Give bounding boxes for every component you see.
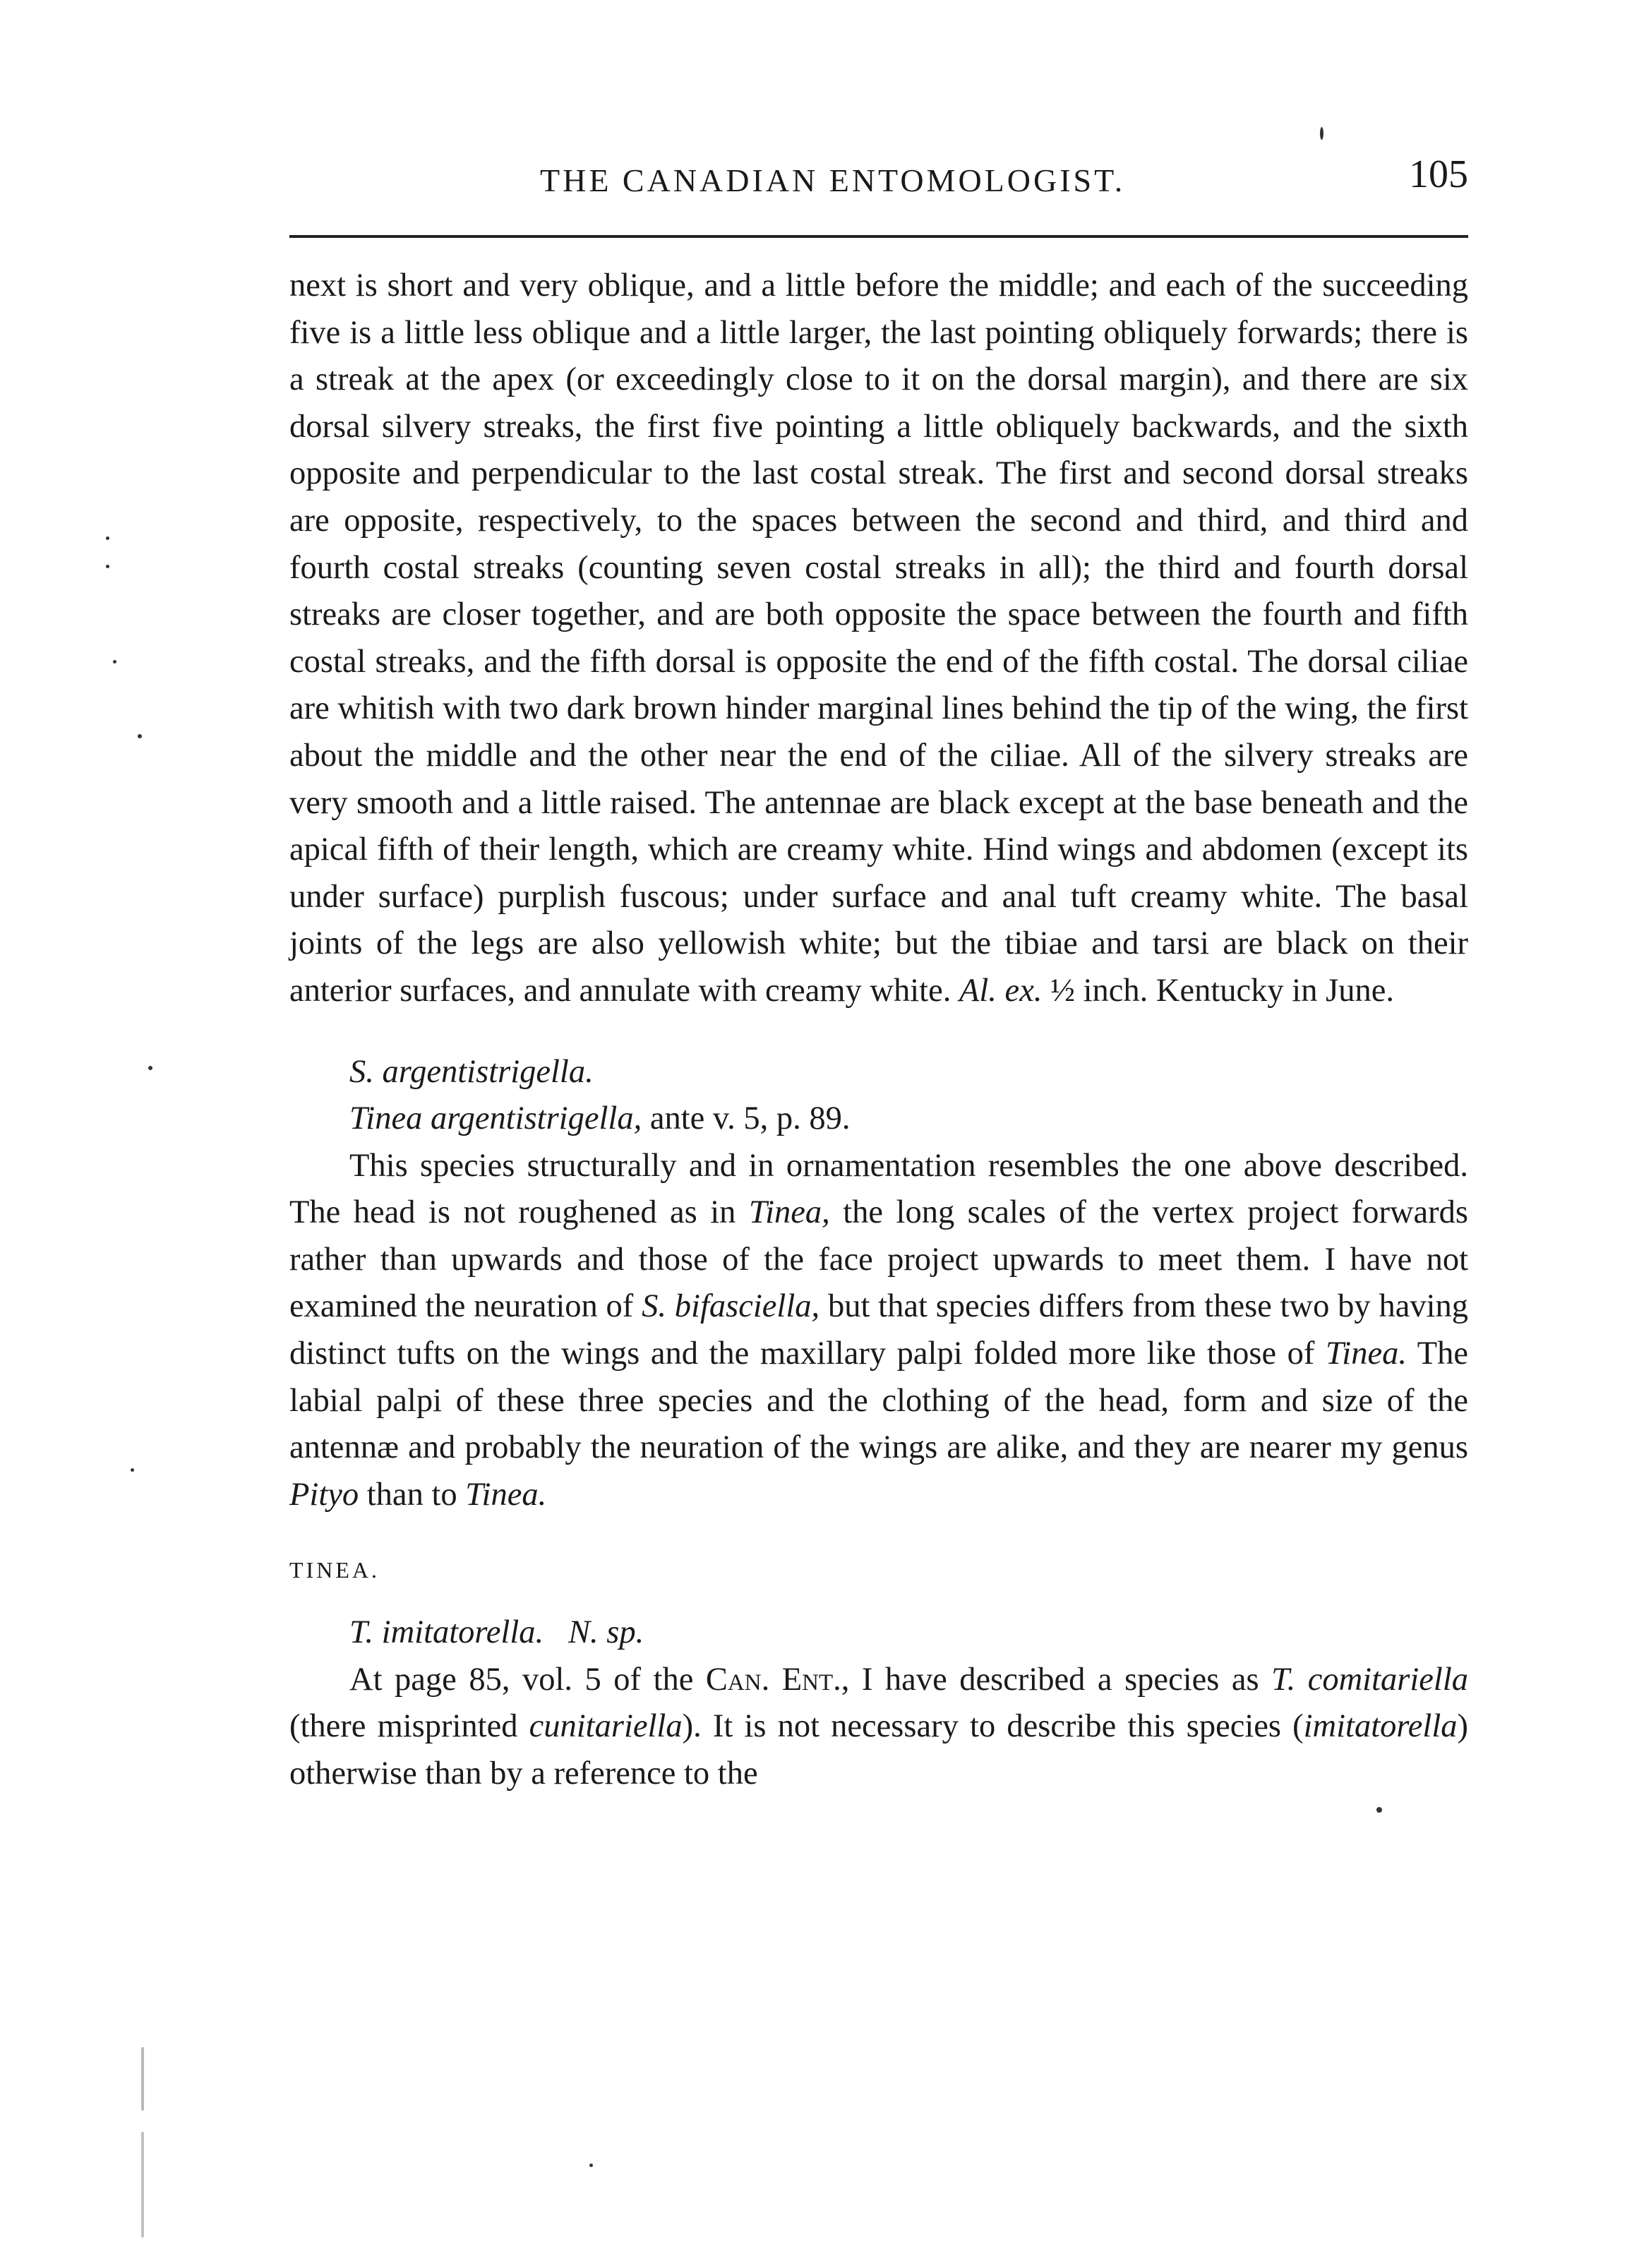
text-run: but that species differs from these two by having distinct tufts on the wings and the maxillary palpi folded more like those of <box>289 1288 1469 1372</box>
body-text <box>289 263 1468 1797</box>
scan-speck <box>141 2047 144 2111</box>
taxon-name: T. comitariella <box>1271 1661 1469 1698</box>
text-run: This species structurally and in ornamentation resembles the one above described. The head is not roughened as in <box>289 1147 1468 1231</box>
text-run: The labial palpi of these three species and the clothing of the head, form and size of the antennæ and probably the neuration of the wings are alike, and they are nearer my genus <box>289 1336 1468 1466</box>
paragraph-argentistrigella <box>289 1143 1468 1519</box>
journal-name: Can. Ent., <box>705 1661 850 1698</box>
scan-speck <box>589 2164 593 2167</box>
text-run: I have described a species as <box>861 1661 1259 1698</box>
paragraph-1-text: next is short and very oblique, and a little before the middle; and each of the succeeding five is a little less oblique and a little larger, the last pointing obliquely forwards; there is a streak at the apex (or exceedingly close to it on the dorsal margin), and there are six dorsal silvery streaks, the first five pointing a little obliquely backwards, and the sixth opposite and perpendicular to the last costal streak. The first and second dorsal streaks are opposite, respectively, to the spaces between the second and third, and third and fourth costal streaks (counting seven costal streaks in all); the third and fourth dorsal streaks are closer together, and are both opposite the space between the fourth and fifth costal streaks, and the fifth dorsal is opposite the end of the fifth costal. The dorsal ciliae are whitish with two dark brown hinder marginal lines behind the tip of the wing, the first about the middle and the other near the end of the ciliae. All of the silvery streaks are very smooth and a little raised. The antennae are black except at the base beneath and the apical fifth of their length, which are creamy white. Hind wings and abdomen (except its under surface) purplish fuscous; under surface and anal tuft creamy white. The basal joints of the legs are also yellowish white; but the tibiae and tarsi are black on their anterior surfaces, and annulate with creamy white. <box>289 268 1468 1009</box>
spacer <box>289 1518 1468 1547</box>
taxon-name: Tinea. <box>465 1476 547 1513</box>
text-run: ) otherwise than by a reference to the <box>289 1708 1468 1792</box>
scan-speck <box>138 734 142 738</box>
taxon-name: Pityo <box>289 1476 359 1513</box>
text-run: ). It is not necessary to describe this species ( <box>682 1708 1304 1745</box>
species-reference-citation: ante v. 5, p. 89. <box>649 1100 851 1137</box>
text-run: At page 85, vol. 5 of the <box>349 1661 694 1698</box>
page-number: 105 <box>1409 152 1468 196</box>
scan-speck <box>1376 1807 1382 1813</box>
scan-speck <box>148 1066 152 1070</box>
species-name: T. imitatorella. <box>349 1614 544 1651</box>
taxon-name: S. bifasciella, <box>642 1288 820 1325</box>
taxon-name: Tinea. <box>1325 1336 1407 1372</box>
scan-speck <box>131 1468 134 1472</box>
text-run: (there misprinted <box>289 1708 518 1745</box>
scan-speck <box>141 2132 144 2238</box>
scan-speck <box>106 565 109 568</box>
header-rule <box>289 235 1468 238</box>
spacer <box>289 1015 1468 1049</box>
paragraph-imitatorella <box>289 1657 1468 1798</box>
running-title: THE CANADIAN ENTOMOLOGIST. <box>540 162 1126 198</box>
scan-speck <box>1320 127 1323 140</box>
measurement-locality: Kentucky in June. <box>1155 972 1394 1009</box>
text-run: the long scales of the vertex project forwards rather than upwards and those of the face project upwards to meet them. I have not examined the neuration of <box>289 1194 1469 1325</box>
section-title-tinea: TINEA. <box>289 1557 380 1583</box>
species-heading-argentistrigella: S. argentistrigella. <box>349 1053 594 1090</box>
species-status: N. sp. <box>568 1614 644 1651</box>
species-heading-imitatorella <box>289 1609 1468 1657</box>
paragraph-continued <box>289 263 1468 1015</box>
taxon-name: Tinea, <box>748 1194 830 1231</box>
taxon-name: imitatorella <box>1303 1708 1458 1745</box>
page-header <box>289 152 1468 208</box>
scan-speck <box>106 536 109 540</box>
species-reference-name: Tinea argentistrigella, <box>349 1100 642 1137</box>
scan-speck <box>113 660 116 664</box>
measurement-value: ½ inch. <box>1050 972 1148 1009</box>
text-run: than to <box>366 1476 457 1513</box>
measurement-abbrev: Al. ex. <box>959 972 1043 1009</box>
spacer <box>289 1594 1468 1609</box>
taxon-name: cunitariella <box>529 1708 683 1745</box>
species-reference <box>289 1096 1468 1143</box>
